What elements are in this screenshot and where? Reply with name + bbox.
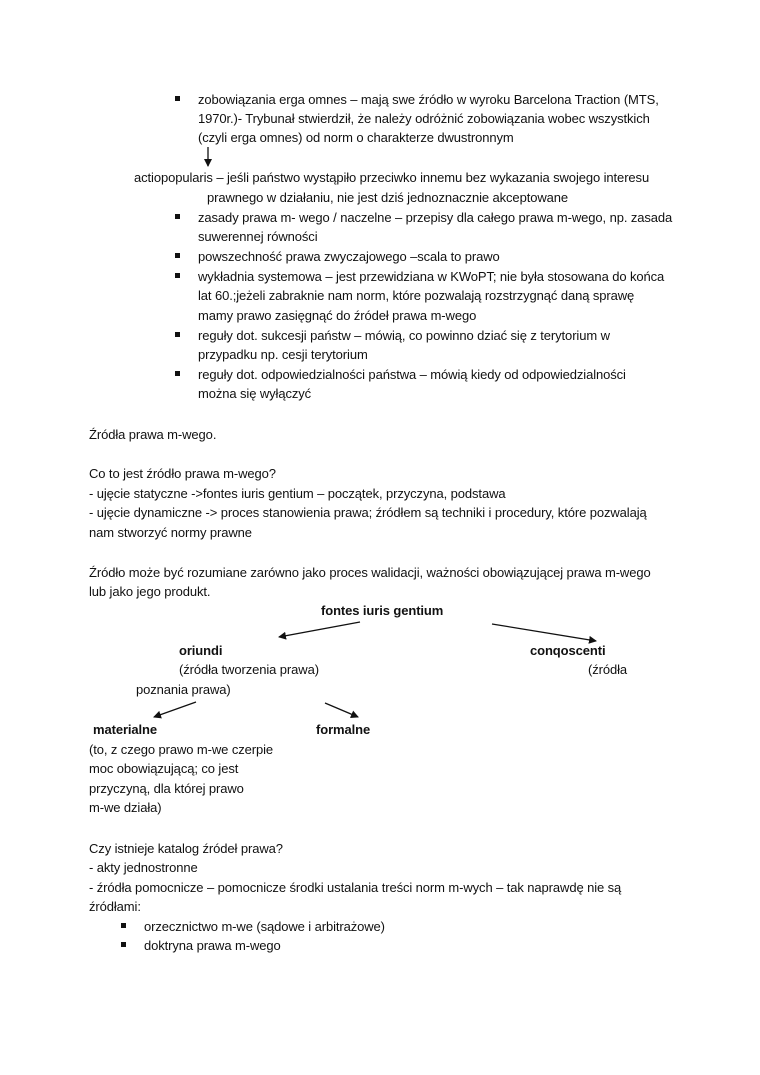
arrow-to-formalne-icon bbox=[325, 703, 358, 717]
diagram-materialne-desc-3: przyczyną, dla której prawo bbox=[89, 781, 244, 796]
bullet-icon bbox=[175, 273, 180, 278]
sukcesja-line-1: reguły dot. sukcesji państw – mówią, co powinno dziać się z terytorium w bbox=[198, 328, 610, 343]
bullet-icon bbox=[175, 214, 180, 219]
definition-static: - ujęcie statyczne ->fontes iuris gentium – początek, przyczyna, podstawa bbox=[89, 486, 506, 501]
zasady-line-1: zasady prawa m- wego / naczelne – przepisy dla całego prawa m-wego, np. zasada bbox=[198, 210, 673, 225]
bullet-icon bbox=[121, 923, 126, 928]
diagram-formalne-label: formalne bbox=[316, 722, 371, 737]
odpowiedzialnosc-line-2: można się wyłączyć bbox=[198, 386, 312, 401]
arrow-to-oriundi-icon bbox=[279, 622, 360, 637]
odpowiedzialnosc-line-1: reguły dot. odpowiedzialności państwa – mówią kiedy od odpowiedzialności bbox=[198, 367, 626, 382]
arrow-to-conqoscenti-icon bbox=[492, 624, 596, 641]
diagram-root-label: fontes iuris gentium bbox=[321, 603, 444, 618]
catalog-bullet-1: orzecznictwo m-we (sądowe i arbitrażowe) bbox=[144, 919, 385, 934]
catalog-question: Czy istnieje katalog źródeł prawa? bbox=[89, 841, 283, 856]
paragraph-line-1: Źródło może być rozumiane zarówno jako proces walidacji, ważności obowiązującej prawa m-wego bbox=[89, 565, 651, 580]
bullet-icon bbox=[175, 96, 180, 101]
sukcesja-line-2: przypadku np. cesji terytorium bbox=[198, 347, 368, 362]
question-what-is-source: Co to jest źródło prawa m-wego? bbox=[89, 466, 276, 481]
diagram-conqoscenti-label: conqoscenti bbox=[530, 643, 606, 658]
section-title: Źródła prawa m-wego. bbox=[89, 427, 217, 442]
definition-dynamic-2: nam stworzyć normy prawne bbox=[89, 525, 252, 540]
actio-popularis-line-2: prawnego w działaniu, nie jest dziś jednoznacznie akceptowane bbox=[207, 190, 569, 205]
diagram-conqoscenti-desc-b: poznania prawa) bbox=[136, 682, 231, 697]
arrow-to-materialne-icon bbox=[154, 702, 196, 717]
bullet-icon bbox=[175, 332, 180, 337]
bullet-icon bbox=[175, 253, 180, 258]
diagram-oriundi-label: oriundi bbox=[179, 643, 223, 658]
wykladnia-line-3: mamy prawo zasięgnąć do źródeł prawa m-wego bbox=[198, 308, 477, 323]
catalog-line-3: źródłami: bbox=[89, 899, 141, 914]
definition-dynamic-1: - ujęcie dynamiczne -> proces stanowienia prawa; źródłem są techniki i procedury, które pozwalają bbox=[89, 505, 647, 520]
wykladnia-line-2: lat 60.;jeżeli zabraknie nam norm, które pozwalają rozstrzygnąć daną sprawę bbox=[198, 288, 635, 303]
zasady-line-2: suwerennej równości bbox=[198, 229, 318, 244]
erga-omnes-line-2: 1970r.)- Trybunał stwierdził, że należy odróżnić zobowiązania wobec wszystkich bbox=[198, 111, 650, 126]
diagram-materialne-desc-4: m-we działa) bbox=[89, 800, 162, 815]
diagram-conqoscenti-desc-a: (źródła bbox=[588, 662, 628, 677]
bullet-icon bbox=[175, 371, 180, 376]
actio-popularis-line-1: actiopopularis – jeśli państwo wystąpiło przeciwko innemu bez wykazania swojego interesu bbox=[134, 170, 650, 185]
diagram-materialne-desc-1: (to, z czego prawo m-we czerpie bbox=[89, 742, 274, 757]
wykladnia-line-1: wykładnia systemowa – jest przewidziana w KWoPT; nie była stosowana do końca bbox=[198, 269, 665, 284]
erga-omnes-line-1: zobowiązania erga omnes – mają swe źródło w wyroku Barcelona Traction (MTS, bbox=[198, 92, 659, 107]
paragraph-line-2: lub jako jego produkt. bbox=[89, 584, 211, 599]
diagram-materialne-label: materialne bbox=[93, 722, 158, 737]
powszechnosc-line: powszechność prawa zwyczajowego –scala to prawo bbox=[198, 249, 500, 264]
diagram-materialne-desc-2: moc obowiązującą; co jest bbox=[89, 761, 239, 776]
erga-omnes-line-3: (czyli erga omnes) od norm o charakterze dwustronnym bbox=[198, 130, 514, 145]
bullet-icon bbox=[121, 942, 126, 947]
diagram-oriundi-desc: (źródła tworzenia prawa) bbox=[179, 662, 319, 677]
catalog-line-1: - akty jednostronne bbox=[89, 860, 198, 875]
catalog-bullet-2: doktryna prawa m-wego bbox=[144, 938, 281, 953]
catalog-line-2: - źródła pomocnicze – pomocnicze środki ustalania treści norm m-wych – tak naprawdę nie są bbox=[89, 880, 622, 895]
